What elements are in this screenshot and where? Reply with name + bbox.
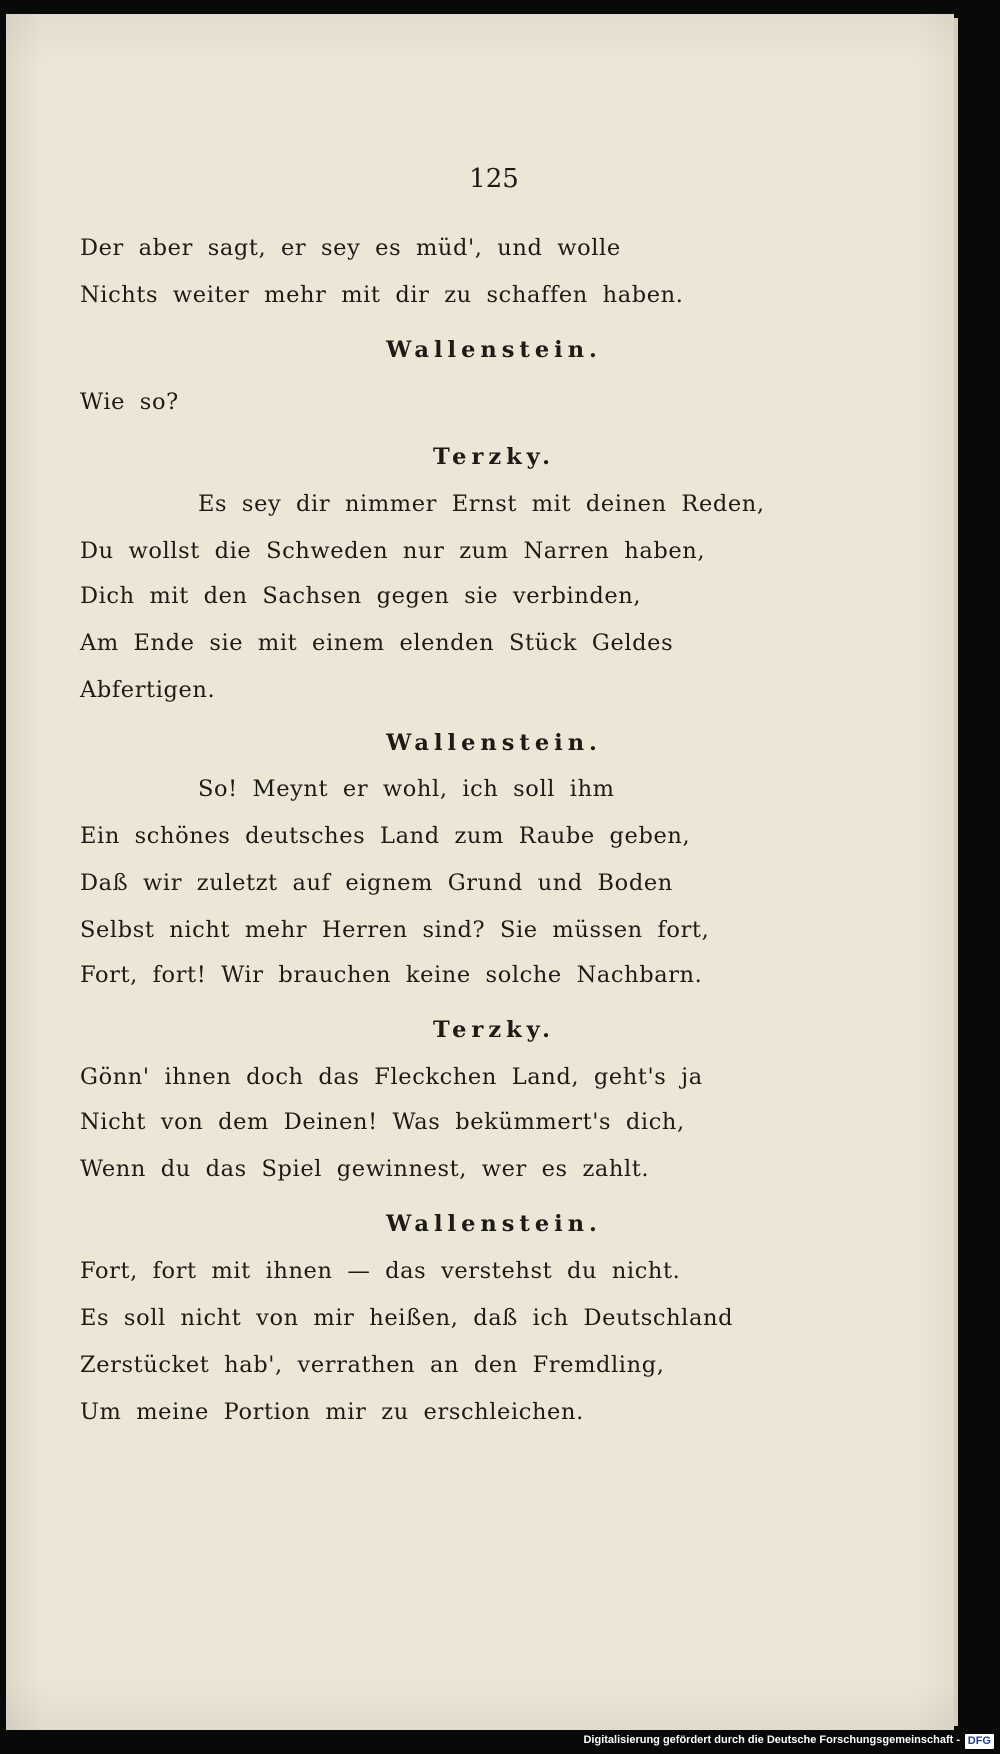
verse-line: So! Meynt er wohl, ich soll ihm (198, 776, 615, 802)
verse-line: Selbst nicht mehr Herren sind? Sie müssen fort, (80, 917, 710, 943)
verse-line: Wenn du das Spiel gewinnest, wer es zahlt. (80, 1156, 650, 1182)
speaker-name: Terzky. (432, 1017, 556, 1043)
speaker-name: Wallenstein. (386, 1211, 602, 1237)
verse-line: Der aber sagt, er sey es müd', und wolle (80, 235, 621, 261)
speaker-name: Wallenstein. (386, 730, 602, 756)
page-number: 125 (469, 164, 519, 194)
verse-line: Am Ende sie mit einem elenden Stück Geldes (80, 630, 674, 656)
verse-line: Zerstücket hab', verrathen an den Fremdling, (80, 1352, 665, 1378)
book-page (6, 14, 954, 1730)
verse-line: Abfertigen. (80, 677, 216, 703)
digitization-footer (0, 1730, 1000, 1754)
verse-line: Gönn' ihnen doch das Fleckchen Land, geht's ja (80, 1064, 703, 1090)
verse-line: Nicht von dem Deinen! Was bekümmert's dich, (80, 1109, 685, 1135)
verse-line: Wie so? (80, 389, 179, 415)
verse-line: Es soll nicht von mir heißen, daß ich Deutschland (80, 1305, 734, 1331)
verse-line: Nichts weiter mehr mit dir zu schaffen haben. (80, 282, 684, 308)
page-edge (954, 18, 958, 1726)
verse-line: Es sey dir nimmer Ernst mit deinen Reden, (198, 491, 765, 517)
dfg-logo: DFG (965, 1734, 994, 1749)
verse-line: Fort, fort! Wir brauchen keine solche Nachbarn. (80, 962, 703, 988)
verse-line: Um meine Portion mir zu erschleichen. (80, 1399, 584, 1425)
verse-line: Fort, fort mit ihnen — das verstehst du nicht. (80, 1258, 681, 1284)
verse-line: Ein schönes deutsches Land zum Raube geben, (80, 823, 691, 849)
verse-line: Dich mit den Sachsen gegen sie verbinden, (80, 583, 642, 609)
verse-line: Du wollst die Schweden nur zum Narren haben, (80, 538, 706, 564)
speaker-name: Wallenstein. (386, 337, 602, 363)
verse-line: Daß wir zuletzt auf eignem Grund und Boden (80, 870, 673, 896)
funding-credit: Digitalisierung gefördert durch die Deutsche Forschungsgemeinschaft - (583, 1734, 960, 1746)
speaker-name: Terzky. (432, 444, 556, 470)
